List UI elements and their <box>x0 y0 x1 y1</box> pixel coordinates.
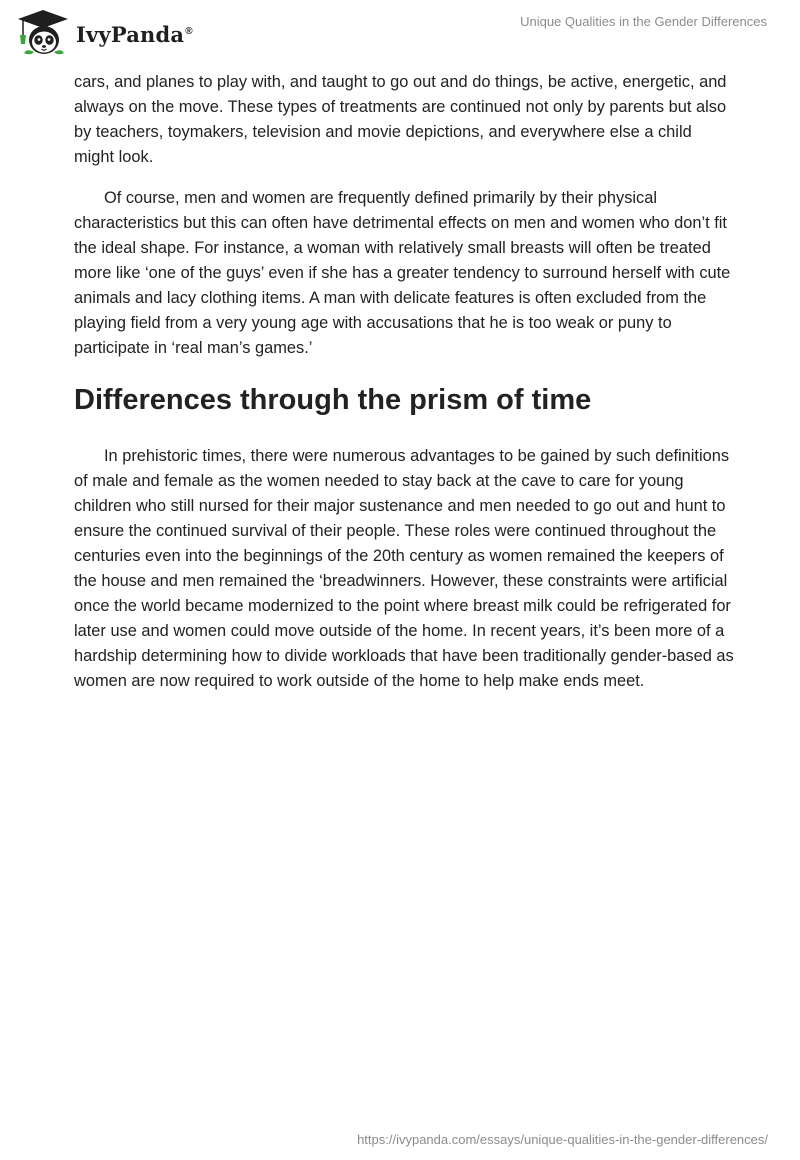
section-heading: Differences through the prism of time <box>74 384 592 416</box>
source-url-link[interactable]: https://ivypanda.com/essays/unique-qualities-in-the-gender-differences/ <box>357 1132 768 1147</box>
paragraph-continued: cars, and planes to play with, and taught to go out and do things, be active, energetic, and always on the move. These types of treatments are continued not only by parents but also by teachers, toymakers, television and movie depictions, and everywhere else a child might look. <box>74 73 727 166</box>
paragraph-prehistoric-times: In prehistoric times, there were numerous advantages to be gained by such definitions of male and female as the women needed to stay back at the cave to care for young children who still nursed for their major sustenance and men needed to go out and hunt to ensure the continued survival of their people. These roles were continued throughout the centuries even into the beginnings of the 20th century as women remained the keepers of the house and men remained the ‘breadwinners. However, these constraints were artificial once the world became modernized to the point where breast milk could be refrigerated for later use and women could move outside of the home. In recent years, it’s been more of a hardship determining how to divide workloads that have been traditionally gender-based as women are now required to work outside of the home to help make ends meet. <box>74 447 734 690</box>
paragraph-physical-characteristics: Of course, men and women are frequently defined primarily by their physical characteristics but this can often have detrimental effects on men and women who don’t fit the ideal shape. For instance, a woman with relatively small breasts will often be treated more like ‘one of the guys’ even if she has a greater tendency to surround herself with cute animals and lacy clothing items. A man with delicate features is often excluded from the playing field from a very young age with accusations that he is too weak or puny to participate in ‘real man’s games.’ <box>74 189 731 357</box>
essay-content <box>74 70 734 694</box>
document-title: Unique Qualities in the Gender Differences <box>520 14 767 29</box>
page-header <box>0 0 800 64</box>
ivypanda-logo[interactable] <box>14 8 193 58</box>
registered-mark: ® <box>185 25 193 37</box>
panda-graduation-cap-icon <box>14 8 72 58</box>
brand-name: IvyPanda® <box>76 21 193 47</box>
